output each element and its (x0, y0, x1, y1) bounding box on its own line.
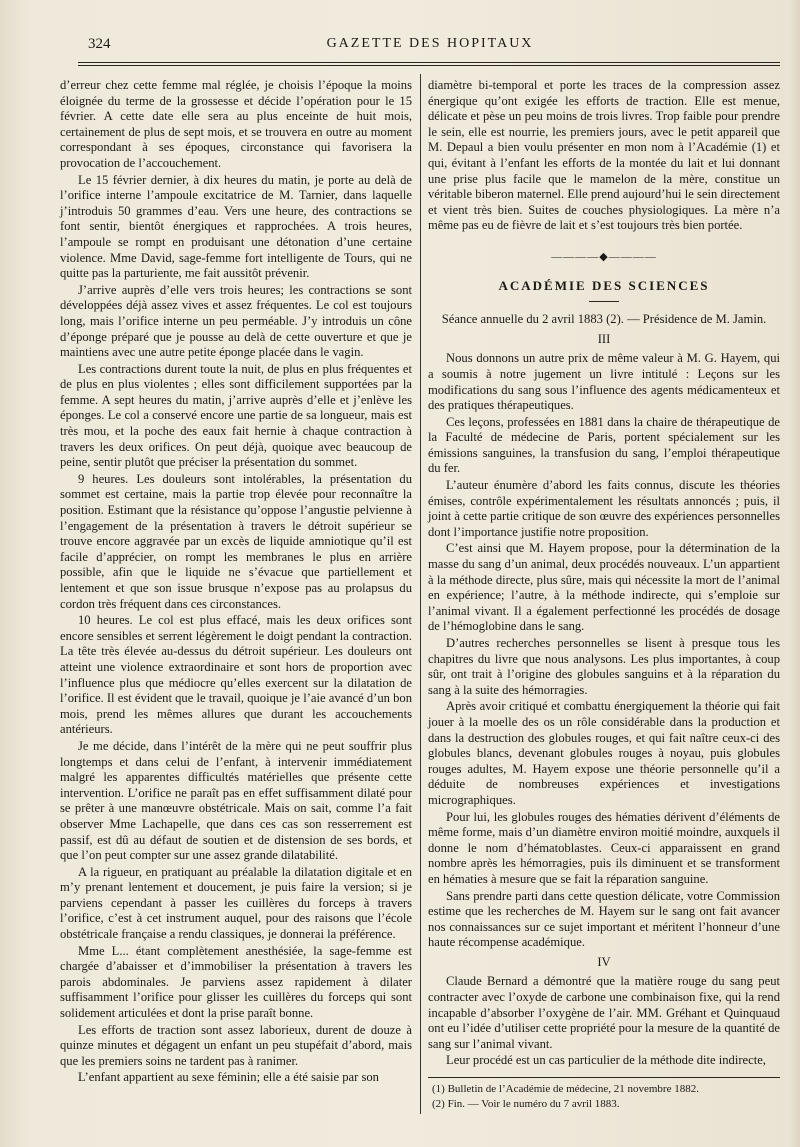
right-column (428, 78, 780, 1112)
page-header (80, 36, 780, 60)
paragraph: Sans prendre parti dans cette question délicate, votre Commission estime que les recherches de M. Hayem sur le sang ont fait avancer nos connaissances sur ce sujet important et méritent l’honneur d’une haute récompense académique. (428, 888, 780, 950)
paragraph: 9 heures. Les douleurs sont intolérables, la présentation du sommet est certaine, mais la partie trop élevée pour reconnaître la position. Estimant que la résistance qu’oppose l’angustie pelvienne à l’engagement de la présentation à travers le détroit supérieur se trouve encore aggravée par un excès de liquide amniotique qu’il est facile d’apprécier, on rompt les membranes le plus en arrière possible, afin que le liquide ne s’évacue que partiellement et lentement et que son issue brusque n’expose pas au prolapsus du cordon très fréquent dans ces circonstances. (60, 471, 412, 611)
paragraph: J’arrive auprès d’elle vers trois heures; les contractions se sont développées déjà assez vives et assez fréquentes. Le col est toujours long, mais l’orifice interne un peu perméable. J’y introduis un cône d’éponge préparé que je pousse au delà de cette ouverture et que je maintiens avec une autre petite éponge placée dans le vagin. (60, 282, 412, 360)
paragraph: Le 15 février dernier, à dix heures du matin, je porte au delà de l’orifice interne l’ampoule excitatrice de M. Tarnier, dans laquelle j’introduis 50 grammes d’eau. Vers une heure, des contractions se font sentir, bientôt énergiques et rapprochées. A trois heures, l’ampoule se rompt en produisant une détonation d’une certaine violence. Mme David, sage-femme fort intelligente de Tours, qui ne quitte pas la parturiente, me fait aussitôt prévenir. (60, 172, 412, 281)
paragraph: Les efforts de traction sont assez laborieux, durent de douze à quinze minutes et dégagent un enfant un peu stupéfait d’abord, mais que les premiers soins ne tardent pas à ranimer. (60, 1022, 412, 1068)
title-rule (589, 301, 619, 302)
paragraph: Claude Bernard a démontré que la matière rouge du sang peut contracter avec l’oxyde de carbone une combinaison fixe, qui la rend incapable d’absorber l’oxygène de l’air. MM. Gréhant et Quinquaud ont eu l’idée d’utiliser cette propriété pour la mesure de la quantité de sang sur l’animal vivant. (428, 974, 780, 1051)
paragraph: 10 heures. Le col est plus effacé, mais les deux orifices sont encore sensibles et serrent légèrement le doigt pendant la contraction. La tête très élevée au-dessus du détroit supérieur. Les douleurs ont atteint une violence extraordinaire et sont hors de proportion avec l’influence plus que médiocre qu’elles exercent sur la dilatation de l’orifice. Il est évident que le travail, quoique je l’aie avancé d’un bon mois, prend les mêmes allures que durant les accouchements antérieurs. (60, 613, 412, 737)
paragraph: Ces leçons, professées en 1881 dans la chaire de thérapeutique de la Faculté de médecine de Paris, portent spécialement sur les émissions sanguines, la transfusion du sang, l’emploi thérapeutique du fer. (428, 414, 780, 476)
part-label-iii: III (597, 331, 611, 346)
column-divider (420, 74, 421, 1114)
session-line: Séance annuelle du 2 avril 1883 (2). — Présidence de M. Jamin. (441, 312, 767, 327)
header-double-rule (78, 62, 780, 66)
paragraph: Leur procédé est un cas particulier de la méthode dite indirecte, (446, 1053, 766, 1068)
paragraph: L’enfant appartient au sexe féminin; elle a été saisie par son (78, 1070, 379, 1085)
paragraph: diamètre bi-temporal et porte les traces de la compression assez énergique qu’ont exigée les efforts de traction. Elle est menue, délicate et pèse un peu moins de trois livres. Trop faible pour prendre le sein, elle est nourrie, les premiers jours, avec le petit appareil que M. Depaul a bien voulu présenter en mon nom à l’Académie (1) et qui, évitant à l’enfant les efforts de la montée du lait et lui donnant une prise plus facile que le mamelon de la mère, constitue un véritable biberon maternel. Elle prend aujourd’hui le sein directement et vient très bien. Suites de couches physiologiques. La mère n’a même pas eu de fièvre de lait et s’est toujours très bien portée. (428, 78, 780, 233)
left-column (60, 78, 412, 1087)
paragraph: A la rigueur, en pratiquant au préalable la dilatation digitale et en m’y prenant lentement et doucement, je puis faire la version; si je parviens cependant à passer les cuillères du forceps à travers l’orifice, c’est à cet instrument auquel, pour des raisons que l’école obstétricale française a rendu classiques, je donnerai la préférence. (60, 864, 412, 942)
paragraph: Les contractions durent toute la nuit, de plus en plus fréquentes et de plus en plus violentes ; elles sont difficilement supportées par la femme. A sept heures du matin, j’arrive auprès d’elle et j’enlève les éponges. Le col a conservé encore une partie de sa longueur, mais est très mou, et la poche des eaux fait hernie à chaque contraction à travers les deux orifices. On peut déjà, quoique avec beaucoup de peine, sentir plutôt que préciser la présentation du sommet. (60, 361, 412, 470)
section-separator-ornament: ————◆———— (551, 250, 657, 263)
paragraph: C’est ainsi que M. Hayem propose, pour la détermination de la masse du sang d’un animal, deux procédés nouveaux. L’un appartient à la méthode directe, plus sûre, mais qui nécessite la mort de l’animal en expérience; l’autre, à la méthode indirecte, qui s’emploie sur l’animal vivant. Il a également perfectionné les procédés de dosage de l’hémoglobine dans le sang. (428, 541, 780, 634)
paragraph: Après avoir critiqué et combattu énergiquement la théorie qui fait jouer à la moelle des os un rôle considérable dans la production et dans la destruction des globules rouges, et qui fait naître ceux-ci des globules blancs, devenant globules rouges à noyau, puis globules rouges adultes, M. Hayem expose une théorie personnelle qu’il a déduite de nombreuses expériences et investigations micrographiques. (428, 699, 780, 807)
journal-title: GAZETTE DES HOPITAUX (326, 36, 534, 51)
paragraph: Nous donnons un autre prix de même valeur à M. G. Hayem, qui a soumis à notre jugement un livre intitulé : Leçons sur les modifications du sang sous l’influence des agents médicamenteux et des pratiques thérapeutiques. (428, 351, 780, 413)
paragraph: Pour lui, les globules rouges des hématies dérivent d’éléments de même forme, mais d’un diamètre environ moitié moindre, auxquels il donne le nom d’hématoblastes. Ceux-ci apparaissent en grand nombre après les hémorragies, puis ils diminuent et se transforment en hématies à mesure que se fait la réparation sanguine. (428, 809, 780, 886)
part-label-iv: IV (597, 954, 611, 969)
paragraph: Mme L... étant complètement anesthésiée, la sage-femme est chargée d’abaisser et d’immobiliser la présentation à travers les parois abdominales. Je parviens assez rapidement à dilater suffisamment l’orifice pour glisser les cuillères du forceps qui sont solidement articulées et dont la prise paraît bonne. (60, 943, 412, 1021)
paragraph: Je me décide, dans l’intérêt de la mère qui ne peut souffrir plus longtemps et dans celui de l’enfant, à intervenir immédiatement malgré les apparentes difficultés matérielles que présente cette intervention. L’orifice ne paraît pas en effet suffisamment dilaté pour se prêter à une manœuvre obstétricale. Mais on sait, comme l’a fait observer Mme Lachapelle, que dans ces cas son resserrement est passif, est dû au défaut de soutien et de distension de ses bords, et que l’on peut compter sur une assez grande dilatabilité. (60, 738, 412, 863)
page-number: 324 (88, 36, 111, 52)
footnote: (2) Fin. — Voir le numéro du 7 avril 1883. (432, 1098, 620, 1111)
section-title: ACADÉMIE DES SCIENCES (498, 277, 710, 293)
footnote-rule (428, 1077, 780, 1078)
footnote: (1) Bulletin de l’Académie de médecine, 21 novembre 1882. (432, 1083, 699, 1096)
paragraph: d’erreur chez cette femme mal réglée, je choisis l’époque la moins éloignée du terme de la grossesse et décide l’opération pour le 15 février. A cette date elle sera au plus enceinte de huit mois, certainement de plus de sept mois, et se trouvera en outre au moment correspondant à ses époques, circonstance qui favorisera la provocation de l’accouchement. (60, 78, 412, 170)
paragraph: D’autres recherches personnelles se lisent à presque tous les chapitres du livre que nous analysons. Les plus importantes, à coup sûr, ont trait à l’origine des globules sanguins et à la réparation du sang à la suite des hémorragies. (428, 636, 780, 697)
paragraph: L’auteur énumère d’abord les faits connus, discute les théories émises, contrôle expérimentalement les résultats annoncés ; puis, il joint à cette partie critique de son œuvre des expériences personnelles dont l’importance justifie notre proposition. (428, 478, 780, 539)
